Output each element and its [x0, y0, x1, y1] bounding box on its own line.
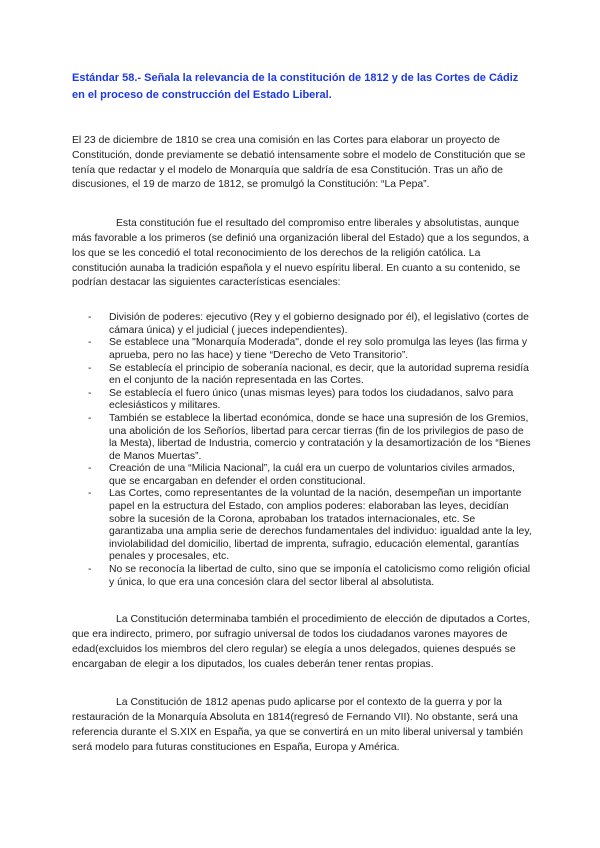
document-page: [72, 70, 532, 756]
list-item-text: División de poderes: ejecutivo (Rey y el gobierno designado por él), el legislativo (cortes de cámara única) y el judicial ( jueces independientes).: [109, 312, 529, 336]
list-item: [72, 388, 532, 413]
list-item-text: No se reconocía la libertad de culto, sino que se imponía el catolicismo como religión oficial y única, lo que era una concesión clara del sector liberal al absolutista.: [109, 564, 531, 588]
list-item: [72, 413, 532, 463]
paragraph-intro: El 23 de diciembre de 1810 se crea una comisión en las Cortes para elaborar un proyecto de Constitución, donde previamente se debatió intensamente sobre el modelo de Constitución que se tenía que redactar y el modelo de Monarquía que saldría de esa Constitución. Tras un año de discusiones, el 19 de marzo de 1812, se promulgó la Constitución: “La Pepa”.: [72, 135, 526, 191]
paragraph-election: La Constitución determinaba también el procedimiento de elección de diputados a Cortes, que era indirecto, primero, por sufragio universal de todos los ciudadanos varones mayores de edad(excluidos los miembros del clero regular) se elegía a unos delegados, quienes después se encargaban de elegir a los diputados, los cuales deberán tener rentas propias.: [72, 614, 531, 670]
list-dash: -: [88, 312, 92, 324]
list-dash: -: [88, 362, 92, 374]
paragraph-compromise: Esta constitución fue el resultado del compromiso entre liberales y absolutistas, aunque más favorable a los primeros (se definió una organización liberal del Estado) que a los segundos, a los que se les concedió el total reconocimiento de los derechos de la religión católica. La constitución aunaba la tradición española y el nuevo espíritu liberal. En cuanto a su contenido, se podrían destacar las siguientes características esenciales:: [72, 218, 529, 289]
characteristics-list: [72, 312, 532, 589]
list-item-text: Se establecía el principio de soberanía nacional, es decir, que la autoridad suprema residía en el conjunto de la nación representada en las Cortes.: [109, 362, 529, 387]
list-item: [72, 463, 532, 488]
list-item-text: Se establecía el fuero único (unas mismas leyes) para todos los ciudadanos, salvo para eclesiásticos y militares.: [109, 387, 514, 412]
list-dash: -: [88, 337, 92, 349]
list-item: [72, 337, 532, 362]
list-dash: -: [88, 488, 92, 500]
list-item-text: Creación de una “Milicia Nacional”, la cuál era un cuerpo de voluntarios civiles armados, que se encargaban en defender el orden constitucional.: [109, 463, 516, 487]
list-dash: -: [88, 412, 92, 424]
list-item-text: También se establece la libertad económica, donde se hace una supresión de los Gremios, una abolición de los Señoríos, libertad para cercar tierras (fin de los privilegios de paso de la Mesta), libertad de Industria, comercio y contratación y la desamortización de los “Bienes de Manos Muertas”.: [109, 412, 531, 462]
list-item: [72, 312, 532, 337]
list-dash: -: [88, 387, 92, 399]
list-item-text: Se establece una "Monarquía Moderada", donde el rey solo promulga las leyes (las firma y aprueba, pero no las hace) y tiene “Derecho de Veto Transitorio”.: [109, 337, 528, 361]
list-item: [72, 564, 532, 589]
document-heading: Estándar 58.- Señala la relevancia de la constitución de 1812 y de las Cortes de Cádiz en el proceso de construcción del Estado Liberal.: [72, 72, 519, 101]
list-item-text: Las Cortes, como representantes de la voluntad de la nación, desempeñan un importante papel en la estructura del Estado, con amplios poderes: elaboraban las leyes, decidían sobre la sucesión de la Corona, aprobaban los tratados internacionales, etc. Se garantizaba una amplia serie de derechos fundamentales del individuo: igualdad ante la ley, inviolabilidad del domicilio, libertad de imprenta, sufragio, educación elemental, garantías penales y procesales, etc.: [109, 488, 532, 563]
list-item: [72, 488, 532, 564]
paragraph-legacy: La Constitución de 1812 apenas pudo aplicarse por el contexto de la guerra y por la restauración de la Monarquía Absoluta en 1814(regresó de Fernando VII). No obstante, será una referencia durante el S.XIX en España, ya que se convertirá en un mito liberal universal y también será modelo para futuras constituciones en España, Europa y América.: [72, 697, 524, 753]
list-item: [72, 363, 532, 388]
list-dash: -: [88, 463, 92, 475]
list-dash: -: [88, 564, 92, 576]
